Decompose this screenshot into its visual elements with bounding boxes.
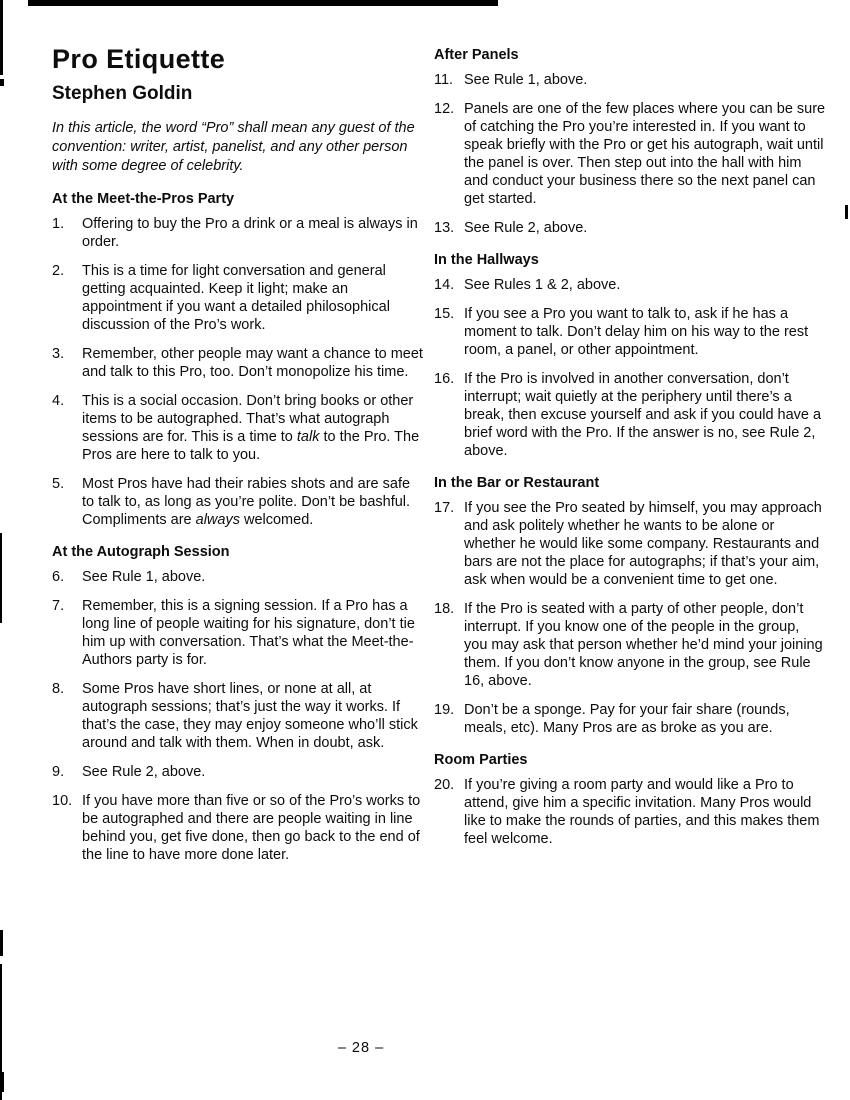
scan-artifact-left-line (0, 0, 3, 75)
rule-number: 12. (434, 101, 455, 117)
rule-item (52, 597, 424, 669)
rule-number: 5. (52, 476, 65, 492)
rule-number: 6. (52, 569, 65, 585)
rule-number: 11. (434, 72, 454, 88)
section-heading-after-panels: After Panels (434, 47, 519, 63)
rule-number: 4. (52, 393, 65, 409)
rule-text: Remember, this is a signing session. If a Pro has a long line of people waiting for his signature, don’t tie him up with conversation. That’s what the Meet-the-Authors party is for. (82, 598, 415, 668)
rule-text: If you have more than five or so of the Pro’s works to be autographed and there are people waiting in line behind you, get five done, then go back to the end of the line to have more done later. (82, 793, 421, 863)
rule-text: Offering to buy the Pro a drink or a meal is always in order. (82, 216, 418, 250)
rule-number: 18. (434, 601, 455, 617)
rule-text: Don’t be a sponge. Pay for your fair share (rounds, meals, etc). Many Pros are as broke as you are. (464, 702, 790, 736)
rule-text-part: This is a social occasion. Don’t bring books or other items to be autographed. That’s what autograph sessions are for. This is a time to (82, 393, 414, 445)
rule-number: 16. (434, 371, 455, 387)
section-heading-autograph-session: At the Autograph Session (52, 544, 230, 560)
rule-item (52, 568, 424, 586)
scan-artifact-left-dash (0, 930, 3, 956)
rule-text: If you see the Pro seated by himself, you may approach and ask politely whether he wants to be alone or whether he would like some company. Restaurants and bars are not the place for autographs; if that’s your aim, ask when would be a convenient time to get one. (464, 500, 822, 588)
rule-text: See Rule 1, above. (464, 72, 588, 88)
page-number: – 28 – (337, 1040, 385, 1056)
rule-item (52, 392, 424, 464)
article-author: Stephen Goldin (52, 83, 193, 104)
rule-number: 19. (434, 702, 455, 718)
scan-artifact-left-dash (0, 79, 4, 86)
rule-text: Panels are one of the few places where you can be sure of catching the Pro you’re interested in. If you want to speak briefly with the Pro or get his autograph, wait until the panel is over. Then step out into the hall with him and conduct your business there so the next panel can get started. (464, 101, 826, 207)
rule-text: See Rule 2, above. (464, 220, 588, 236)
rule-text: See Rule 2, above. (82, 764, 206, 780)
rule-number: 8. (52, 681, 65, 697)
rule-number: 20. (434, 777, 455, 793)
rule-item (434, 276, 826, 294)
rule-text: If you see a Pro you want to talk to, ask if he has a moment to talk. Don’t delay him on his way to the rest room, a panel, or other appointment. (464, 306, 809, 358)
rule-number: 15. (434, 306, 455, 322)
rule-text-part: to the Pro. The Pros are here to talk to you. (82, 429, 420, 463)
rule-text-part: Most Pros have had their rabies shots and are safe to talk to, as long as you’re polite. Don’t be bashful. Compliments are (82, 476, 411, 528)
rule-item (434, 600, 826, 690)
rule-text: Some Pros have short lines, or none at all, at autograph sessions; that’s just the way it works. If that’s the case, they may enjoy someone who’ll stick around and talk with them. When in doubt, ask. (82, 681, 418, 751)
rule-text-part: welcomed. (239, 512, 314, 528)
rule-item (52, 262, 424, 334)
rule-text-italic: talk (296, 429, 320, 445)
rule-number: 10. (52, 793, 73, 809)
rule-item (434, 370, 826, 460)
rule-item (52, 215, 424, 251)
rule-item (52, 763, 424, 781)
rule-item (434, 71, 826, 89)
section-heading-bar-restaurant: In the Bar or Restaurant (434, 475, 600, 491)
scan-artifact-top-bar (28, 0, 498, 6)
rule-item (434, 701, 826, 737)
left-column (52, 44, 424, 875)
article-title: Pro Etiquette (52, 44, 226, 74)
rule-text (82, 475, 424, 529)
right-column (434, 44, 826, 875)
rule-text: This is a time for light conversation and general getting acquainted. Keep it light; make an appointment if you want a detailed philosophical discussion of the Pro’s work. (82, 263, 390, 333)
rule-text: If the Pro is involved in another conversation, don’t interrupt; wait quietly at the periphery until there’s a break, then excuse yourself and ask if you could have a brief word with the Pro. If the answer is no, see Rule 2, above. (464, 371, 822, 459)
rule-number: 13. (434, 220, 455, 236)
rule-text: See Rules 1 & 2, above. (464, 277, 621, 293)
rule-item (434, 305, 826, 359)
rule-number: 14. (434, 277, 455, 293)
rule-item (52, 792, 424, 864)
rule-item (434, 776, 826, 848)
rule-number: 9. (52, 764, 65, 780)
rule-number: 1. (52, 216, 65, 232)
rule-text: See Rule 1, above. (82, 569, 206, 585)
rule-number: 7. (52, 598, 65, 614)
rule-item (434, 100, 826, 208)
rule-number: 2. (52, 263, 65, 279)
rule-item (52, 345, 424, 381)
section-heading-meet-the-pros: At the Meet-the-Pros Party (52, 191, 235, 207)
rule-text-italic: always (195, 512, 240, 528)
rule-item (52, 475, 424, 529)
scan-artifact-left-line (0, 533, 2, 623)
scan-artifact-right-tick (845, 205, 848, 219)
section-heading-room-parties: Room Parties (434, 752, 528, 768)
rule-text: If the Pro is seated with a party of other people, don’t interrupt. If you know one of the people in the group, you may ask that person whether he’d mind your joining them. If you don’t know anyone in the group, see Rule 16, above. (464, 601, 823, 689)
rule-text (82, 392, 424, 464)
rule-text: Remember, other people may want a chance to meet and talk to this Pro, too. Don’t monopolize his time. (82, 346, 423, 380)
article-intro: In this article, the word “Pro” shall mean any guest of the convention: writer, artist, panelist, and any other person with some degree of celebrity. (52, 120, 415, 174)
rule-number: 3. (52, 346, 65, 362)
scan-artifact-left-dash (0, 1072, 4, 1092)
rule-number: 17. (434, 500, 455, 516)
rule-text: If you’re giving a room party and would like a Pro to attend, give him a specific invitation. Many Pros would like to make the rounds of parties, and this makes them feel welcome. (464, 777, 820, 847)
rule-item (434, 499, 826, 589)
section-heading-hallways: In the Hallways (434, 252, 539, 268)
rule-item (52, 680, 424, 752)
rule-item (434, 219, 826, 237)
